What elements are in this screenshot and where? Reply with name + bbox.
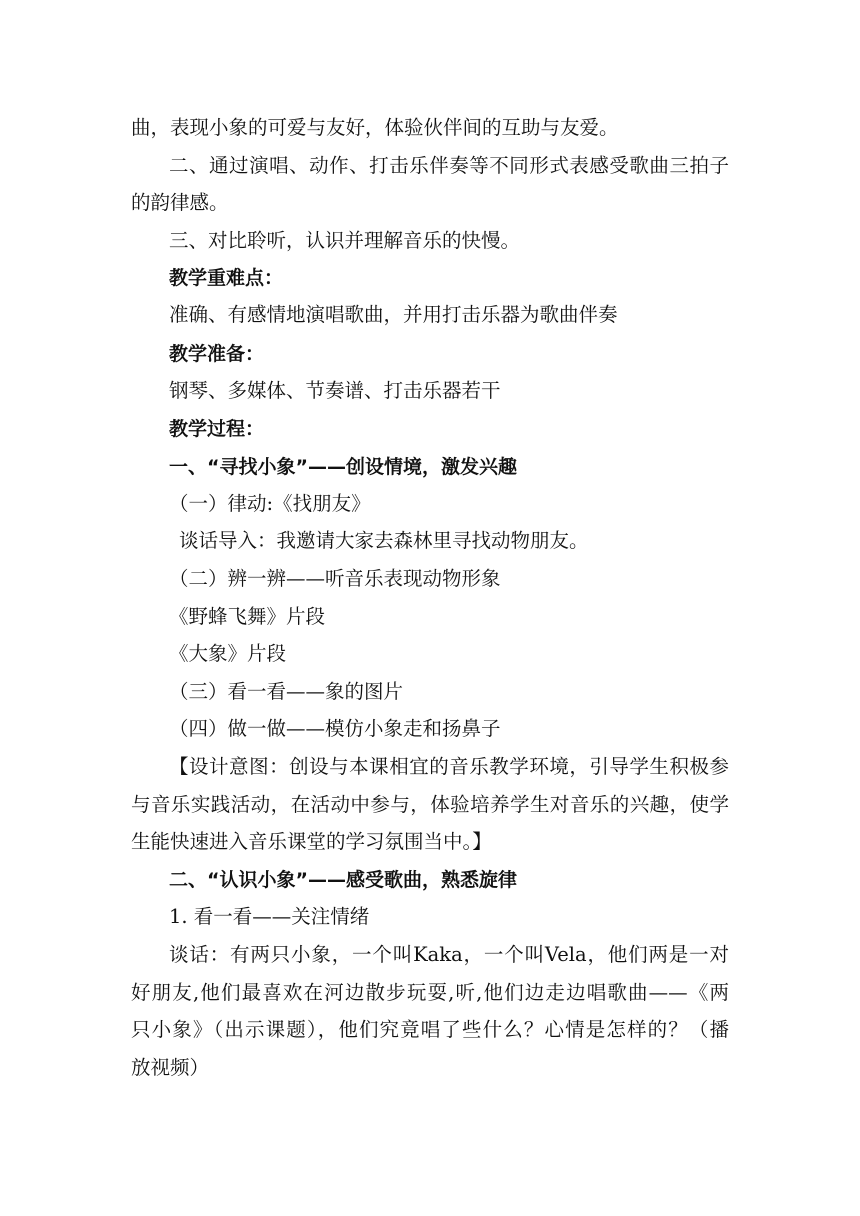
paragraph-line: 谈话：有两只小象，一个叫Kaka，一个叫Vela，他们两是一对 [169,943,729,966]
section-heading: 二、“认识小象”——感受歌曲，熟悉旋律 [169,869,517,891]
paragraph-line: 二、通过演唱、动作、打击乐伴奏等不同形式表感受歌曲三拍子 [169,154,729,177]
paragraph-line: 放视频） [131,1056,210,1079]
paragraph-line: 三、对比聆听，认识并理解音乐的快慢。 [169,229,521,252]
paragraph-line: 《野蜂飞舞》片段 [169,605,326,628]
section-heading: 教学准备： [169,343,265,365]
paragraph-line: （一）律动:《找朋友》 [169,492,371,515]
paragraph-line: 【设计意图：创设与本课相宜的音乐教学环境，引导学生积极参 [169,755,729,778]
paragraph-line: 曲，表现小象的可爱与友好，体验伙伴间的互助与友爱。 [131,116,619,139]
paragraph-line: 谈话导入：我邀请大家去森林里寻找动物朋友。 [179,529,589,552]
paragraph-line: 钢琴、多媒体、节奏谱、打击乐器若干 [169,379,501,402]
paragraph-line: 生能快速进入音乐课堂的学习氛围当中。】 [131,830,492,853]
paragraph-line: 好朋友,他们最喜欢在河边散步玩耍,听,他们边走边唱歌曲——《两 [131,981,729,1004]
paragraph-line: 只小象》（出示课题），他们究竟唱了些什么？心情是怎样的？（播 [131,1018,729,1041]
paragraph-line: （三）看一看——象的图片 [169,680,404,703]
paragraph-line: 准确、有感情地演唱歌曲，并用打击乐器为歌曲伴奏 [169,303,618,326]
section-heading: 一、“寻找小象”——创设情境，激发兴趣 [169,456,517,478]
paragraph-line: 与音乐实践活动，在活动中参与，体验培养学生对音乐的兴趣，使学 [131,793,729,816]
paragraph-line: 《大象》片段 [169,642,287,665]
paragraph-line: 的韵律感。 [131,191,229,214]
section-heading: 教学重难点： [169,267,284,289]
paragraph-line: （四）做一做——模仿小象走和扬鼻子 [169,717,501,740]
section-heading: 教学过程： [169,418,265,440]
paragraph-line: 1. 看一看——关注情绪 [169,905,370,928]
paragraph-line: （二）辨一辨——听音乐表现动物形象 [169,567,501,590]
